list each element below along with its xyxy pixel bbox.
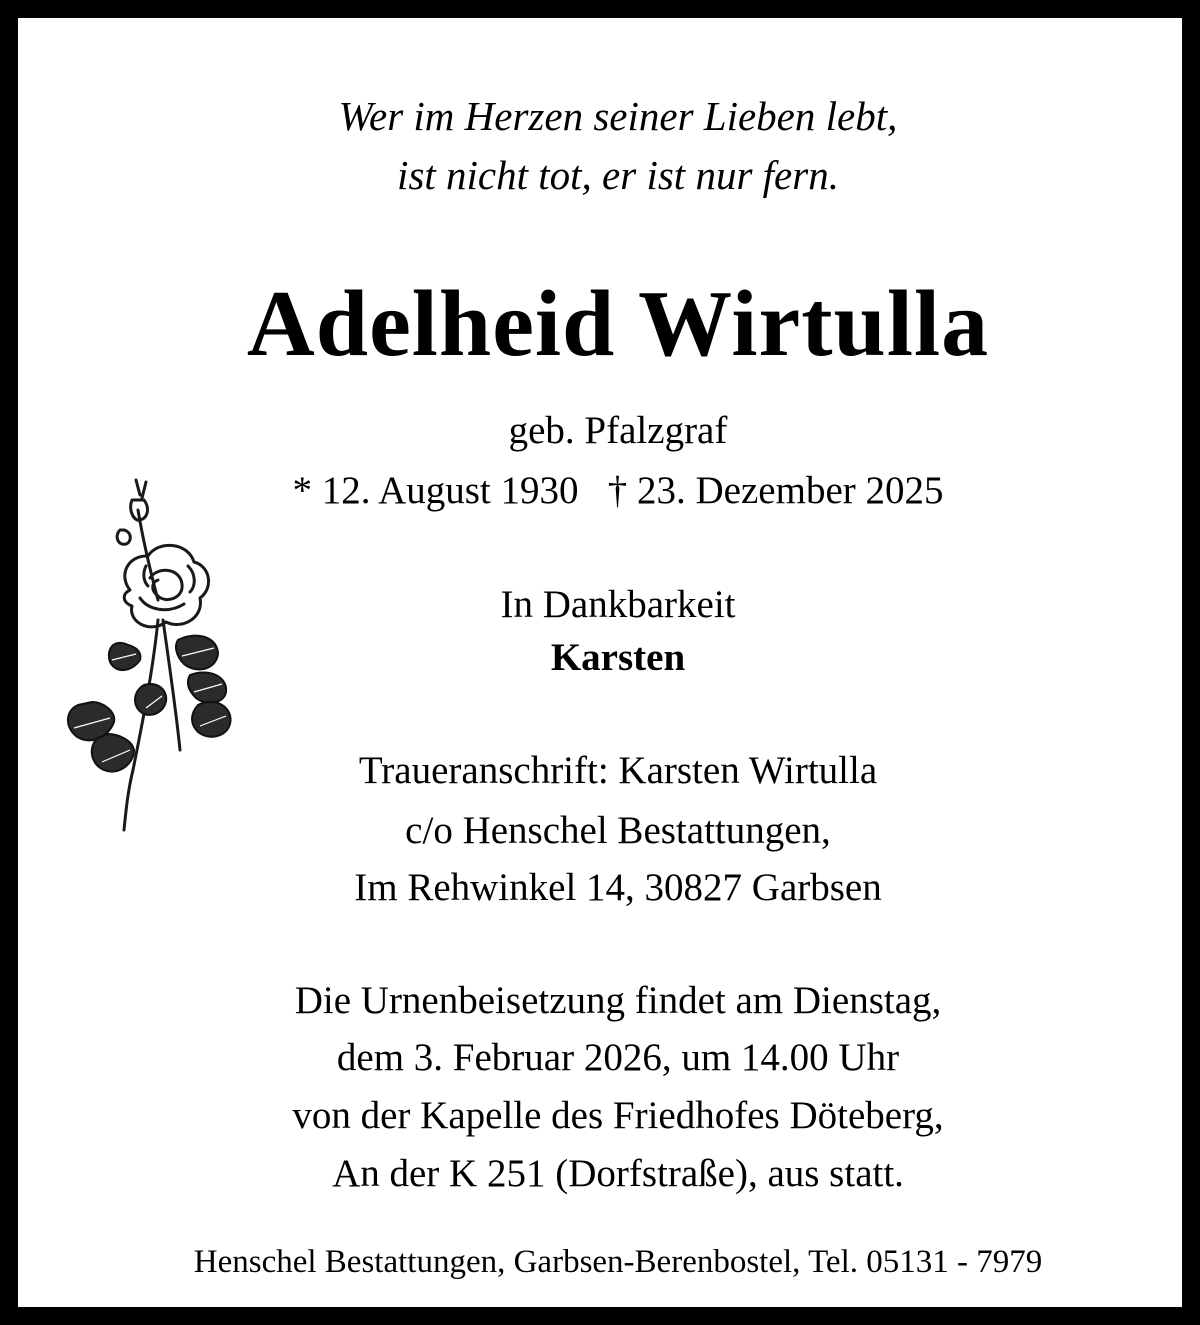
rose-icon [58, 470, 263, 840]
gratitude-line: In Dankbarkeit [500, 583, 736, 626]
address-line-3: Im Rehwinkel 14, 30827 Garbsen [354, 866, 882, 909]
ceremony-line-3: von der Kapelle des Friedhofes Döteberg, [292, 1094, 944, 1137]
life-dates: * 12. August 1930 † 23. Dezember 2025 [292, 469, 944, 512]
birth-name: geb. Pfalzgraf [508, 409, 728, 452]
ceremony-line-1: Die Urnenbeisetzung findet am Dienstag, [294, 979, 942, 1022]
quote-line-1: Wer im Herzen seiner Lieben lebt, [338, 93, 898, 139]
footer-line: Henschel Bestattungen, Garbsen-Berenbostel, Tel. 05131 - 7979 [193, 1244, 1043, 1280]
quote-line-2: ist nicht tot, er ist nur fern. [397, 152, 839, 198]
ceremony-line-4: An der K 251 (Dorfstraße), aus statt. [332, 1152, 904, 1195]
address-line-2: c/o Henschel Bestattungen, [405, 809, 831, 852]
ceremony-line-2: dem 3. Februar 2026, um 14.00 Uhr [336, 1036, 900, 1079]
deceased-name: Adelheid Wirtulla [246, 272, 990, 376]
signer-name: Karsten [550, 636, 686, 679]
address-line-1: Traueranschrift: Karsten Wirtulla [358, 749, 878, 792]
